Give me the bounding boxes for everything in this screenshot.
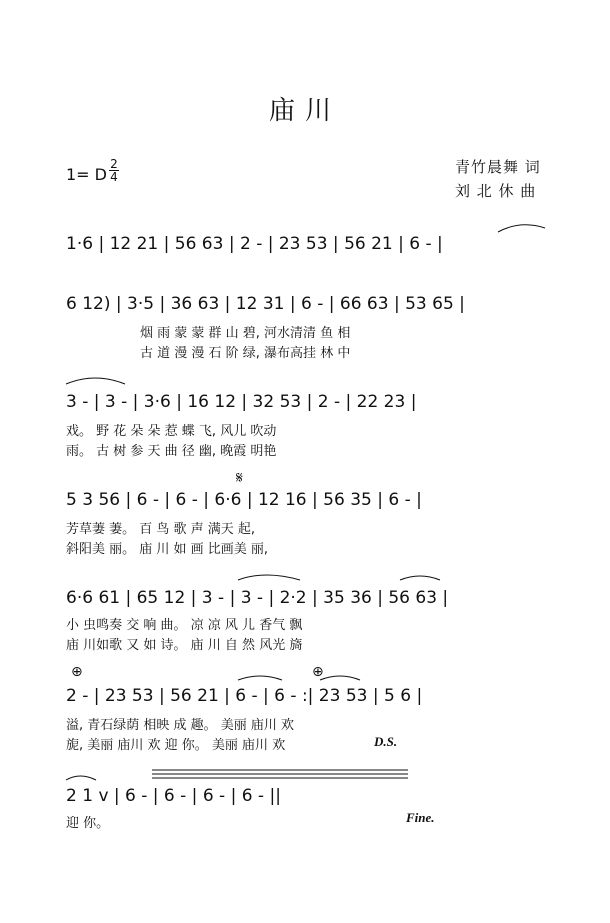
- tie-arc: [320, 676, 360, 680]
- tie-arc: [66, 378, 125, 384]
- song-title: 庙川: [268, 96, 341, 126]
- tie-arc: [238, 676, 282, 680]
- ds-marking: D.S.: [374, 734, 398, 749]
- segno-sign: 𝄋: [236, 468, 243, 487]
- notes-row-3: 3 - | 3 - | 3·6 | 16 12 | 32 53 | 2 - | 22 23 |: [66, 392, 417, 412]
- time-signature-numerator: 2: [110, 157, 118, 171]
- tie-arc: [400, 576, 440, 580]
- composer-credit: 刘 北 休 曲: [455, 182, 537, 200]
- tie-arc: [238, 575, 300, 580]
- tie-arc: [498, 225, 545, 232]
- notes-row-5: 6·6 61 | 65 12 | 3 - | 3 - | 2·2 | 35 36 | 56 63 |: [66, 588, 449, 608]
- notes-row-1: 1·6 | 12 21 | 56 63 | 2 - | 23 53 | 56 21 | 6 - |: [66, 234, 443, 254]
- notes-row-7: 2 1 v | 6 - | 6 - | 6 - | 6 - ||: [66, 786, 281, 806]
- coda-sign-right: ⊕: [312, 664, 324, 680]
- lyricist-credit: 青竹晨舞 词: [455, 158, 541, 176]
- time-signature-denominator: 4: [110, 170, 118, 184]
- coda-sign-left: ⊕: [71, 664, 83, 680]
- notes-row-6: 2 - | 23 53 | 56 21 | 6 - | 6 - :| 23 53 | 5 6 |: [66, 686, 423, 706]
- fine-marking: Fine.: [406, 810, 435, 825]
- notes-row-4: 5 3 56 | 6 - | 6 - | 6·6 | 12 16 | 56 35 | 6 - |: [66, 490, 422, 510]
- key-signature: 1= D: [66, 165, 107, 184]
- notes-row-2: 6 12) | 3·5 | 36 63 | 12 31 | 6 - | 66 63 | 53 65 |: [66, 294, 465, 314]
- tie-arc: [66, 776, 96, 780]
